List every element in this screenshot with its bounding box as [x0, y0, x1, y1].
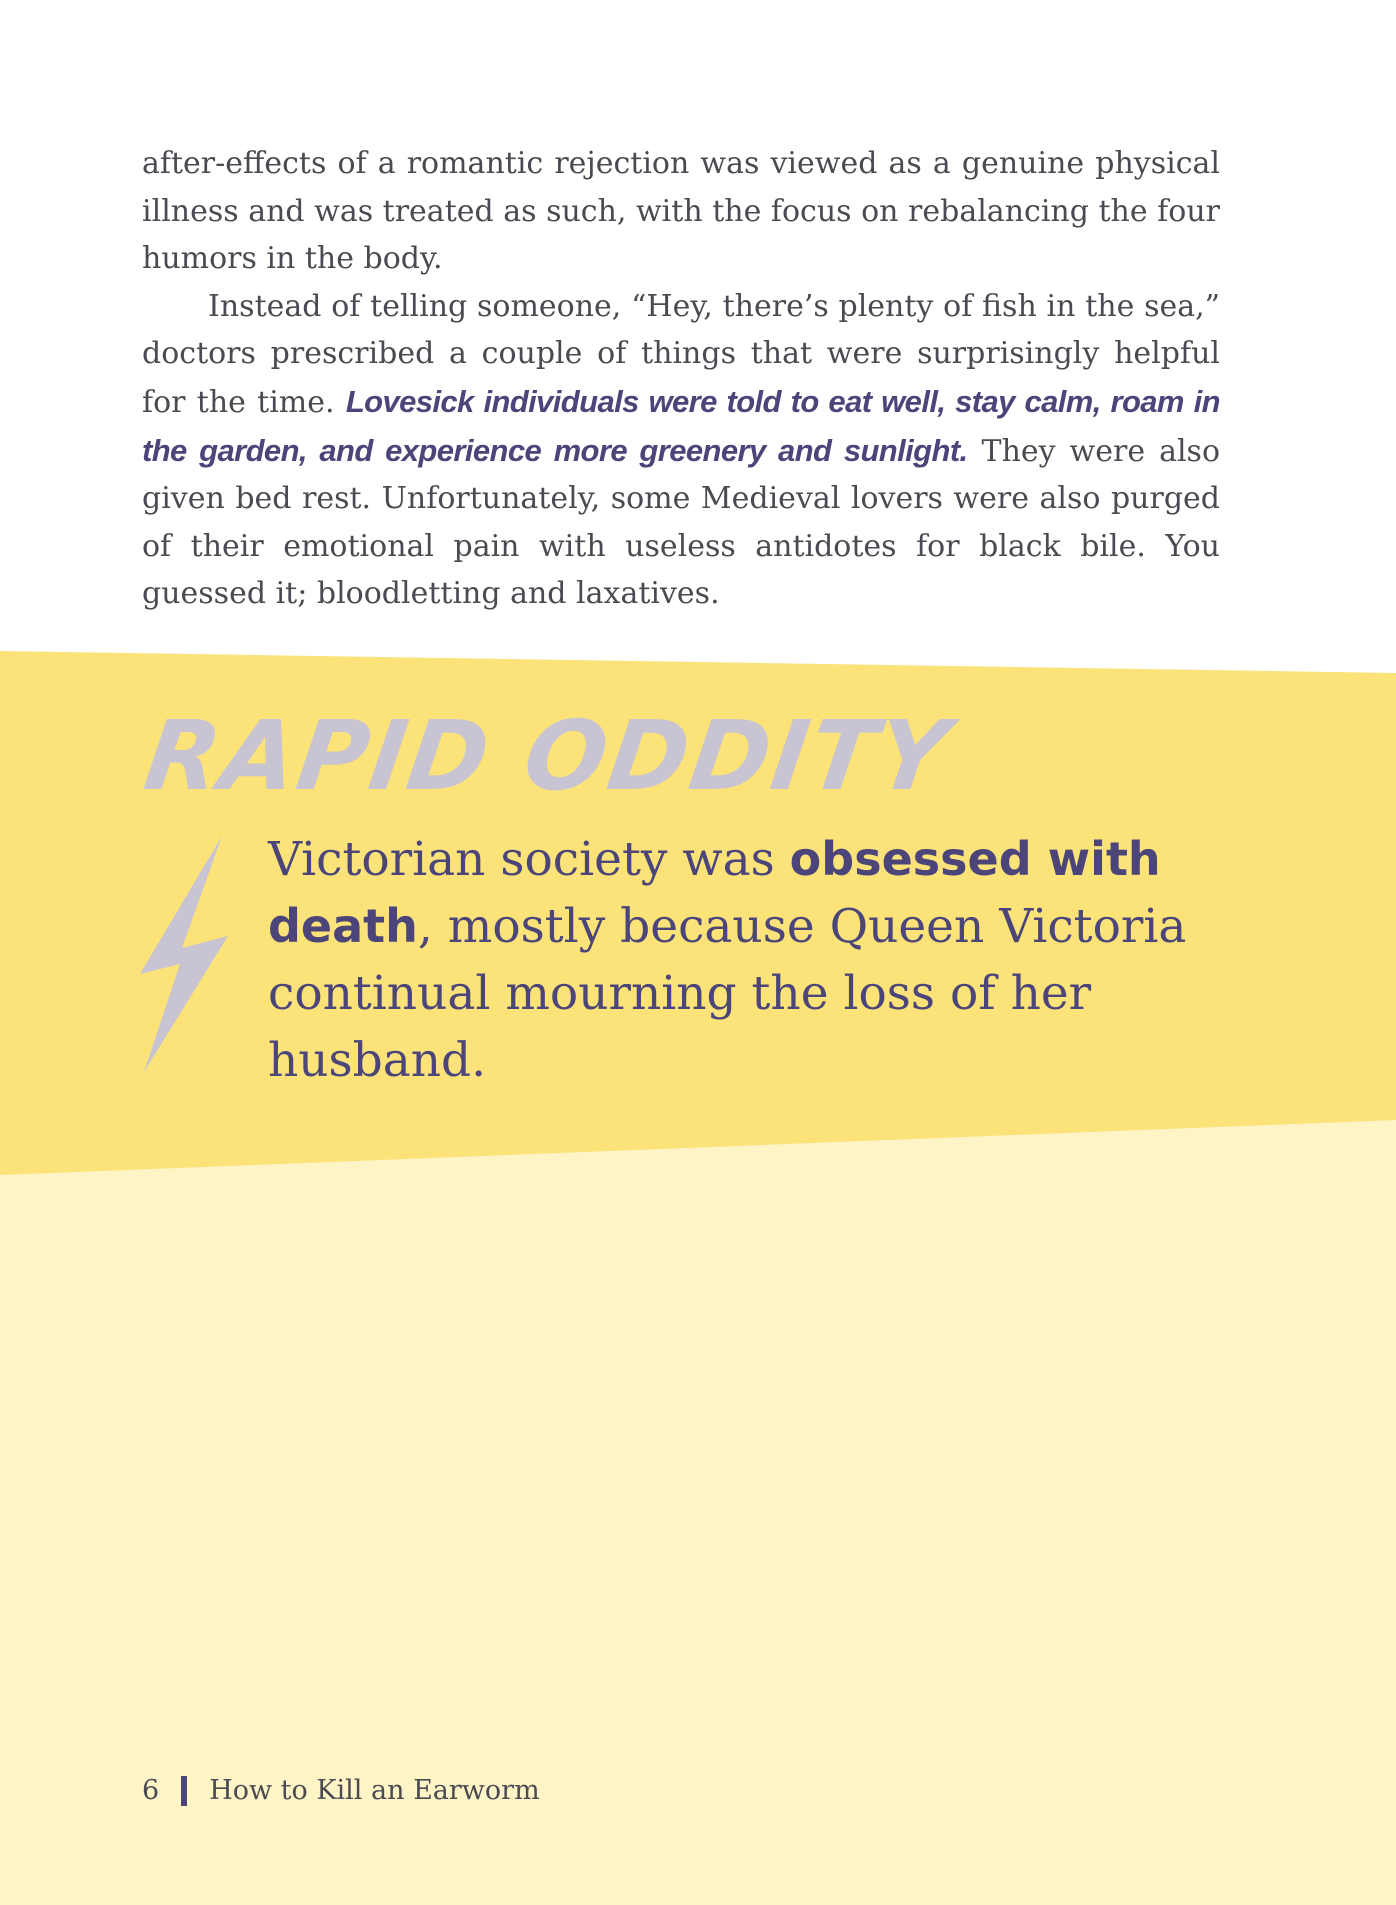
paragraph-1: after-effects of a romantic rejection was viewed as a genuine physical illness and was treated as such, with the focus on rebalancing the four humors in the body. [142, 146, 1220, 277]
page-number: 6 [142, 1775, 160, 1806]
oddity-text-end: , mostly because Queen Victoria continual mourning the loss of her husband. [268, 899, 1187, 1088]
page-footer [142, 1775, 540, 1806]
oddity-text-start: Victorian society was [268, 832, 790, 887]
footer-divider [181, 1776, 187, 1806]
lightning-bolt-icon [140, 836, 236, 1072]
oddity-text-bold: obsessed with death [268, 832, 1161, 953]
paragraph-2-end: They were also given bed rest. Unfortunately, some Medieval lovers were also purged of their emotional pain with useless antidotes for black bile. You guessed it; bloodletting and laxatives. [142, 433, 1221, 612]
rapid-oddity-text [268, 826, 1208, 1094]
book-title: How to Kill an Earworm [209, 1775, 540, 1806]
paragraph-2-emphasis: Lovesick individuals were told to eat well, stay calm, roam in the garden, and experience more greenery and sunlight. [142, 383, 1220, 468]
paragraph-2 [142, 283, 1220, 618]
rapid-oddity-title: RAPID ODDITY [138, 700, 957, 812]
body-text [142, 140, 1220, 618]
paragraph-2-start: Instead of telling someone, “Hey, there’s plenty of fish in the sea,” doctors prescribed a couple of things that were surprisingly helpful for the time. [142, 288, 1220, 420]
